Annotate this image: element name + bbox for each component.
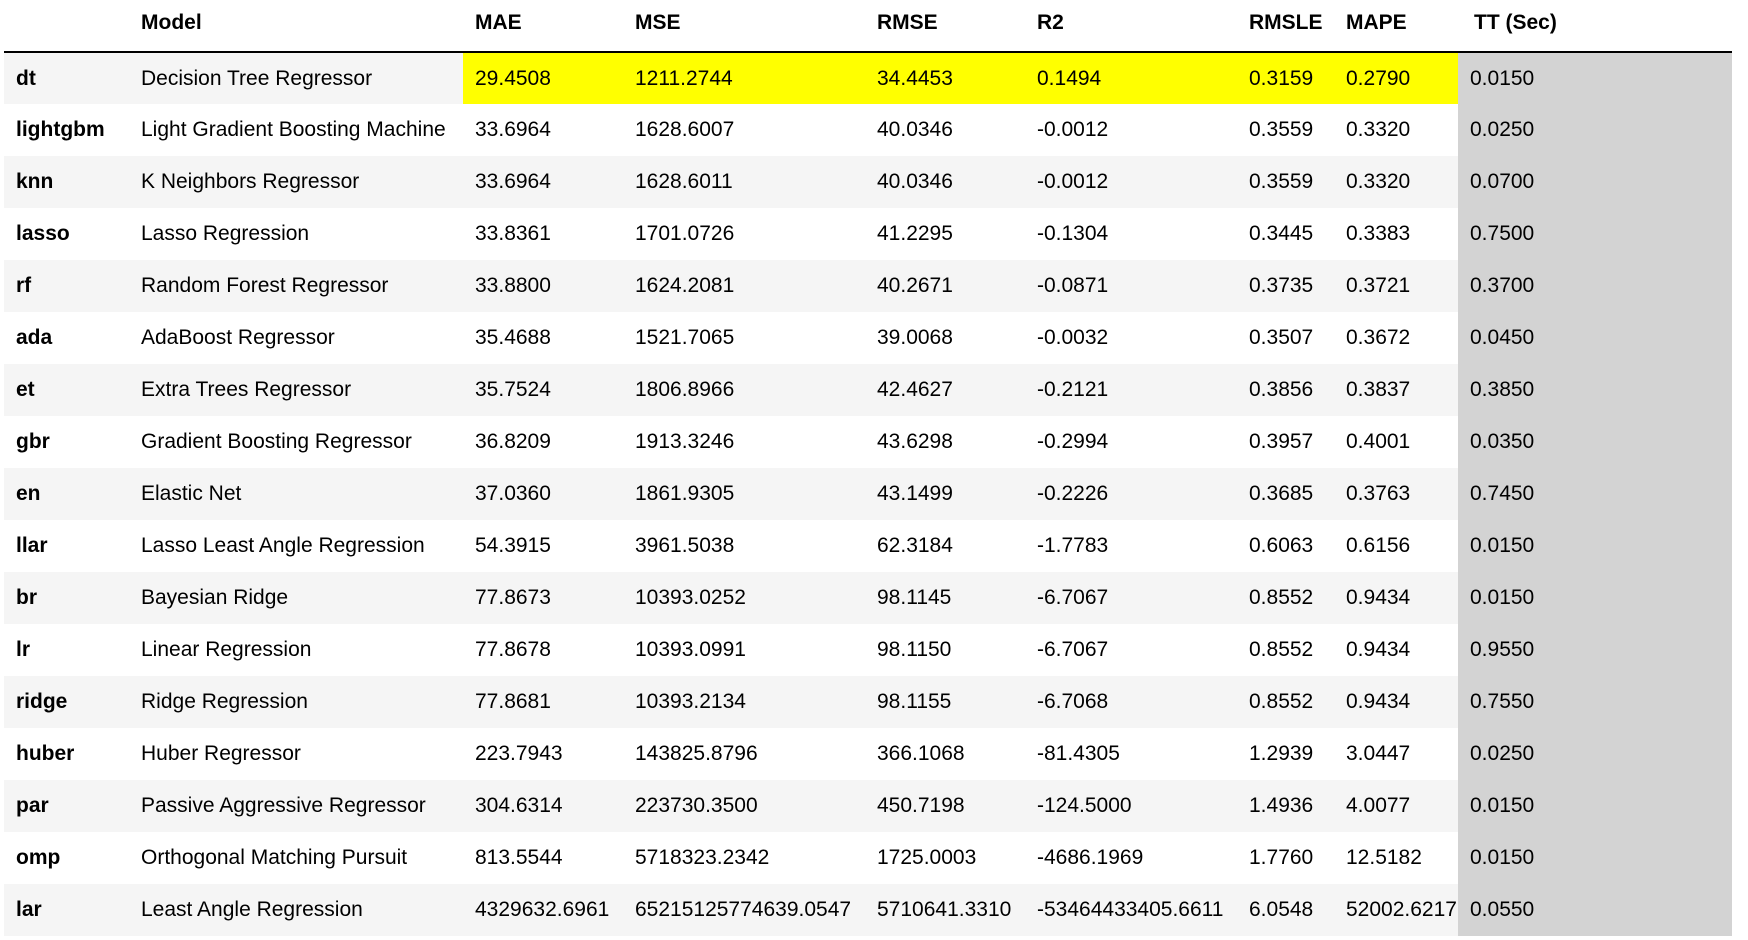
row-r2: -124.5000 bbox=[1025, 780, 1237, 832]
row-id: par bbox=[4, 780, 129, 832]
row-rmse: 40.2671 bbox=[865, 260, 1025, 312]
row-model: Passive Aggressive Regressor bbox=[129, 780, 463, 832]
row-mae: 4329632.6961 bbox=[463, 884, 623, 936]
row-rmse: 450.7198 bbox=[865, 780, 1025, 832]
row-model: Gradient Boosting Regressor bbox=[129, 416, 463, 468]
row-mse: 10393.0252 bbox=[623, 572, 865, 624]
header-tt: TT (Sec) bbox=[1458, 0, 1732, 52]
row-mape: 0.9434 bbox=[1334, 676, 1458, 728]
header-rmsle: RMSLE bbox=[1237, 0, 1334, 52]
row-r2: -0.0871 bbox=[1025, 260, 1237, 312]
row-rmsle: 0.3159 bbox=[1237, 52, 1334, 104]
row-model: Huber Regressor bbox=[129, 728, 463, 780]
table-row bbox=[4, 416, 1732, 468]
row-rmse: 366.1068 bbox=[865, 728, 1025, 780]
header-model: Model bbox=[129, 0, 463, 52]
header-row bbox=[4, 0, 1732, 52]
row-id: ridge bbox=[4, 676, 129, 728]
row-mape: 0.3837 bbox=[1334, 364, 1458, 416]
header-mae: MAE bbox=[463, 0, 623, 52]
row-tt: 0.0150 bbox=[1458, 780, 1732, 832]
row-rmse: 40.0346 bbox=[865, 156, 1025, 208]
row-mse: 1521.7065 bbox=[623, 312, 865, 364]
table-row bbox=[4, 468, 1732, 520]
row-mse: 1624.2081 bbox=[623, 260, 865, 312]
row-rmsle: 0.3445 bbox=[1237, 208, 1334, 260]
table-row bbox=[4, 364, 1732, 416]
row-r2: -0.2121 bbox=[1025, 364, 1237, 416]
row-model: Lasso Regression bbox=[129, 208, 463, 260]
row-mae: 37.0360 bbox=[463, 468, 623, 520]
row-tt: 0.0150 bbox=[1458, 572, 1732, 624]
row-tt: 0.0450 bbox=[1458, 312, 1732, 364]
table-row bbox=[4, 728, 1732, 780]
model-comparison-table bbox=[4, 0, 1732, 936]
row-id: br bbox=[4, 572, 129, 624]
row-mae: 77.8681 bbox=[463, 676, 623, 728]
row-tt: 0.0150 bbox=[1458, 52, 1732, 104]
row-tt: 0.3700 bbox=[1458, 260, 1732, 312]
row-rmsle: 0.3957 bbox=[1237, 416, 1334, 468]
table-row bbox=[4, 52, 1732, 104]
row-mse: 143825.8796 bbox=[623, 728, 865, 780]
row-rmse: 98.1145 bbox=[865, 572, 1025, 624]
row-rmsle: 0.3559 bbox=[1237, 156, 1334, 208]
row-r2: 0.1494 bbox=[1025, 52, 1237, 104]
row-rmse: 43.6298 bbox=[865, 416, 1025, 468]
table-row bbox=[4, 260, 1732, 312]
row-model: Light Gradient Boosting Machine bbox=[129, 104, 463, 156]
row-mape: 0.2790 bbox=[1334, 52, 1458, 104]
row-id: huber bbox=[4, 728, 129, 780]
row-mae: 223.7943 bbox=[463, 728, 623, 780]
row-mape: 0.9434 bbox=[1334, 624, 1458, 676]
row-mse: 1806.8966 bbox=[623, 364, 865, 416]
row-mape: 0.3320 bbox=[1334, 156, 1458, 208]
row-id: et bbox=[4, 364, 129, 416]
header-mse: MSE bbox=[623, 0, 865, 52]
row-rmse: 98.1150 bbox=[865, 624, 1025, 676]
row-r2: -0.1304 bbox=[1025, 208, 1237, 260]
row-mae: 304.6314 bbox=[463, 780, 623, 832]
row-rmsle: 0.3856 bbox=[1237, 364, 1334, 416]
row-rmse: 40.0346 bbox=[865, 104, 1025, 156]
row-r2: -0.2226 bbox=[1025, 468, 1237, 520]
row-mse: 1861.9305 bbox=[623, 468, 865, 520]
header-rmse: RMSE bbox=[865, 0, 1025, 52]
row-r2: -6.7068 bbox=[1025, 676, 1237, 728]
row-tt: 0.3850 bbox=[1458, 364, 1732, 416]
row-mae: 35.4688 bbox=[463, 312, 623, 364]
row-mape: 0.3383 bbox=[1334, 208, 1458, 260]
row-tt: 0.7550 bbox=[1458, 676, 1732, 728]
row-mape: 0.3672 bbox=[1334, 312, 1458, 364]
row-rmsle: 0.3685 bbox=[1237, 468, 1334, 520]
header-index bbox=[4, 0, 129, 52]
row-rmsle: 1.7760 bbox=[1237, 832, 1334, 884]
row-mse: 3961.5038 bbox=[623, 520, 865, 572]
row-model: Least Angle Regression bbox=[129, 884, 463, 936]
row-id: lr bbox=[4, 624, 129, 676]
row-model: Orthogonal Matching Pursuit bbox=[129, 832, 463, 884]
row-rmse: 5710641.3310 bbox=[865, 884, 1025, 936]
row-mape: 4.0077 bbox=[1334, 780, 1458, 832]
row-tt: 0.0250 bbox=[1458, 728, 1732, 780]
row-rmsle: 0.6063 bbox=[1237, 520, 1334, 572]
row-r2: -0.0032 bbox=[1025, 312, 1237, 364]
table-row bbox=[4, 104, 1732, 156]
row-mape: 0.6156 bbox=[1334, 520, 1458, 572]
row-tt: 0.7450 bbox=[1458, 468, 1732, 520]
row-model: Linear Regression bbox=[129, 624, 463, 676]
row-tt: 0.0150 bbox=[1458, 520, 1732, 572]
row-tt: 0.0550 bbox=[1458, 884, 1732, 936]
table-row bbox=[4, 520, 1732, 572]
row-mape: 0.4001 bbox=[1334, 416, 1458, 468]
row-rmse: 62.3184 bbox=[865, 520, 1025, 572]
table-row bbox=[4, 780, 1732, 832]
row-mae: 36.8209 bbox=[463, 416, 623, 468]
row-id: lasso bbox=[4, 208, 129, 260]
row-rmsle: 0.3507 bbox=[1237, 312, 1334, 364]
table-row bbox=[4, 832, 1732, 884]
row-rmsle: 6.0548 bbox=[1237, 884, 1334, 936]
row-id: rf bbox=[4, 260, 129, 312]
row-id: dt bbox=[4, 52, 129, 104]
table-row bbox=[4, 624, 1732, 676]
row-mse: 1628.6011 bbox=[623, 156, 865, 208]
row-rmse: 39.0068 bbox=[865, 312, 1025, 364]
table-row bbox=[4, 208, 1732, 260]
row-mse: 10393.0991 bbox=[623, 624, 865, 676]
row-mae: 35.7524 bbox=[463, 364, 623, 416]
row-mape: 0.3721 bbox=[1334, 260, 1458, 312]
row-r2: -81.4305 bbox=[1025, 728, 1237, 780]
row-mse: 65215125774639.0547 bbox=[623, 884, 865, 936]
row-rmsle: 1.4936 bbox=[1237, 780, 1334, 832]
row-mae: 813.5544 bbox=[463, 832, 623, 884]
row-model: Random Forest Regressor bbox=[129, 260, 463, 312]
row-id: knn bbox=[4, 156, 129, 208]
row-rmse: 34.4453 bbox=[865, 52, 1025, 104]
row-rmse: 42.4627 bbox=[865, 364, 1025, 416]
row-mape: 0.3763 bbox=[1334, 468, 1458, 520]
row-rmse: 41.2295 bbox=[865, 208, 1025, 260]
row-mae: 29.4508 bbox=[463, 52, 623, 104]
row-mape: 52002.6217 bbox=[1334, 884, 1458, 936]
row-model: Decision Tree Regressor bbox=[129, 52, 463, 104]
row-model: AdaBoost Regressor bbox=[129, 312, 463, 364]
row-mse: 1628.6007 bbox=[623, 104, 865, 156]
header-r2: R2 bbox=[1025, 0, 1237, 52]
row-tt: 0.0700 bbox=[1458, 156, 1732, 208]
table-row bbox=[4, 884, 1732, 936]
row-mape: 12.5182 bbox=[1334, 832, 1458, 884]
row-tt: 0.9550 bbox=[1458, 624, 1732, 676]
row-id: gbr bbox=[4, 416, 129, 468]
row-id: lar bbox=[4, 884, 129, 936]
row-r2: -1.7783 bbox=[1025, 520, 1237, 572]
row-r2: -6.7067 bbox=[1025, 572, 1237, 624]
row-model: K Neighbors Regressor bbox=[129, 156, 463, 208]
row-rmsle: 0.3735 bbox=[1237, 260, 1334, 312]
table-body bbox=[4, 52, 1732, 936]
row-mae: 77.8673 bbox=[463, 572, 623, 624]
table-row bbox=[4, 156, 1732, 208]
row-model: Ridge Regression bbox=[129, 676, 463, 728]
row-mape: 0.9434 bbox=[1334, 572, 1458, 624]
row-rmse: 43.1499 bbox=[865, 468, 1025, 520]
row-id: llar bbox=[4, 520, 129, 572]
row-r2: -0.2994 bbox=[1025, 416, 1237, 468]
table-row bbox=[4, 312, 1732, 364]
row-mae: 33.6964 bbox=[463, 156, 623, 208]
row-model: Bayesian Ridge bbox=[129, 572, 463, 624]
row-model: Extra Trees Regressor bbox=[129, 364, 463, 416]
row-rmse: 98.1155 bbox=[865, 676, 1025, 728]
row-tt: 0.7500 bbox=[1458, 208, 1732, 260]
row-rmse: 1725.0003 bbox=[865, 832, 1025, 884]
row-model: Lasso Least Angle Regression bbox=[129, 520, 463, 572]
row-rmsle: 0.8552 bbox=[1237, 572, 1334, 624]
row-tt: 0.0150 bbox=[1458, 832, 1732, 884]
row-r2: -0.0012 bbox=[1025, 104, 1237, 156]
row-mse: 1701.0726 bbox=[623, 208, 865, 260]
row-mae: 33.6964 bbox=[463, 104, 623, 156]
row-r2: -0.0012 bbox=[1025, 156, 1237, 208]
row-mae: 54.3915 bbox=[463, 520, 623, 572]
row-r2: -6.7067 bbox=[1025, 624, 1237, 676]
row-id: lightgbm bbox=[4, 104, 129, 156]
row-mse: 223730.3500 bbox=[623, 780, 865, 832]
row-tt: 0.0250 bbox=[1458, 104, 1732, 156]
row-tt: 0.0350 bbox=[1458, 416, 1732, 468]
header-mape: MAPE bbox=[1334, 0, 1458, 52]
row-mape: 3.0447 bbox=[1334, 728, 1458, 780]
row-id: en bbox=[4, 468, 129, 520]
row-rmsle: 0.3559 bbox=[1237, 104, 1334, 156]
row-mse: 1913.3246 bbox=[623, 416, 865, 468]
row-mae: 33.8361 bbox=[463, 208, 623, 260]
row-r2: -4686.1969 bbox=[1025, 832, 1237, 884]
row-mse: 5718323.2342 bbox=[623, 832, 865, 884]
row-mape: 0.3320 bbox=[1334, 104, 1458, 156]
row-mse: 10393.2134 bbox=[623, 676, 865, 728]
row-id: omp bbox=[4, 832, 129, 884]
row-mse: 1211.2744 bbox=[623, 52, 865, 104]
row-id: ada bbox=[4, 312, 129, 364]
row-mae: 33.8800 bbox=[463, 260, 623, 312]
table-row bbox=[4, 676, 1732, 728]
row-rmsle: 1.2939 bbox=[1237, 728, 1334, 780]
row-mae: 77.8678 bbox=[463, 624, 623, 676]
table-row bbox=[4, 572, 1732, 624]
row-model: Elastic Net bbox=[129, 468, 463, 520]
row-r2: -53464433405.6611 bbox=[1025, 884, 1237, 936]
row-rmsle: 0.8552 bbox=[1237, 624, 1334, 676]
row-rmsle: 0.8552 bbox=[1237, 676, 1334, 728]
